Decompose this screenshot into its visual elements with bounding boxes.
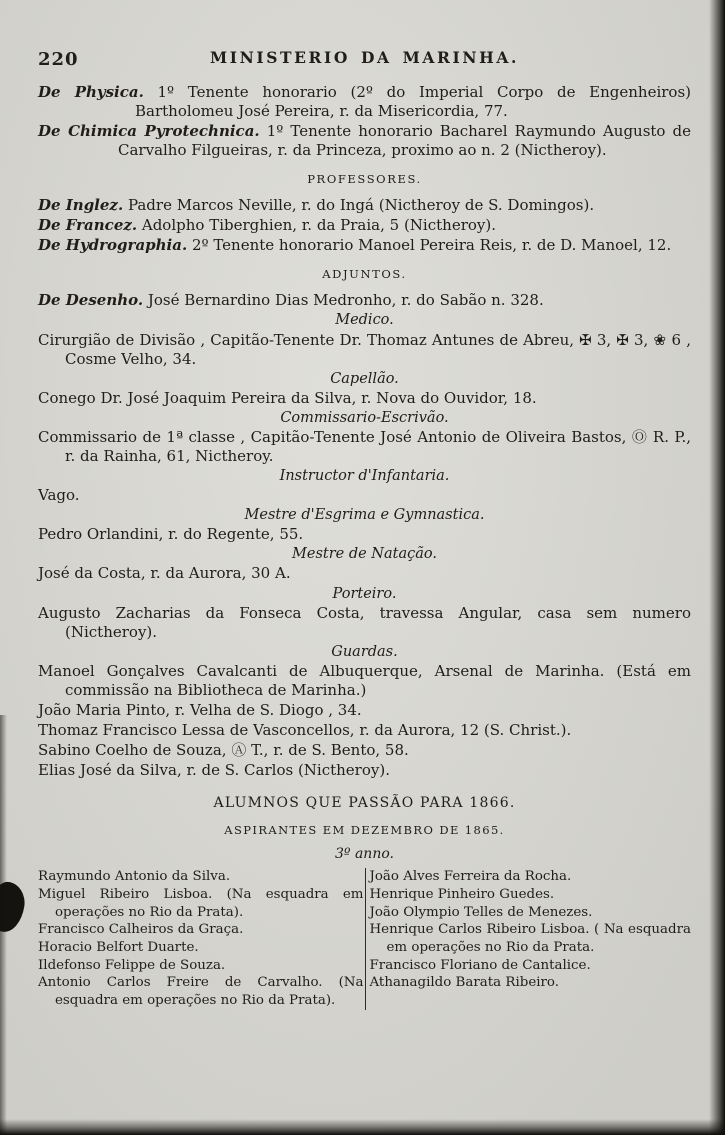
list-item: Henrique Carlos Ribeiro Lisboa. ( Na esquadra em operações no Rio da Prata. xyxy=(369,922,691,955)
entry-lead: De Chimica Pyrotechnica. xyxy=(38,122,260,141)
entry-hydrographia xyxy=(38,236,691,255)
list-item: Miguel Ribeiro Lisboa. (Na esquadra em operações no Rio da Prata). xyxy=(38,886,364,920)
list-item: Antonio Carlos Freire de Carvalho. (Na esquadra em operações no Rio da Prata). xyxy=(38,975,364,1008)
role-title-capellao: Capellão. xyxy=(330,370,399,387)
scan-edge-right xyxy=(709,0,725,1135)
alumnos-year: 3º anno. xyxy=(335,846,394,863)
scan-edge-left xyxy=(0,715,7,1135)
page-number: 220 xyxy=(38,49,79,70)
list-item: Horacio Belfort Duarte. xyxy=(38,939,199,955)
entry-chimica xyxy=(38,122,691,160)
alumnos-title: ALUMNOS QUE PASSÃO PARA 1866. xyxy=(213,795,516,812)
list-item: João Olympio Telles de Menezes. xyxy=(369,904,593,920)
role-entry-commissario: Commissario de 1ª classe , Capitão-Tenente José Antonio de Oliveira Bastos, Ⓞ R. P., r. da Rainha, 61, Nictheroy. xyxy=(38,427,691,465)
page-header xyxy=(38,48,691,70)
alumnos-column-left xyxy=(38,868,365,1010)
alumnos-subtitle: ASPIRANTES EM DEZEMBRO DE 1865. xyxy=(224,823,505,838)
entry-text: José Bernardino Dias Medronho, r. do Sabão n. 328. xyxy=(143,291,544,310)
role-title-instructor: Instructor d'Infantaria. xyxy=(279,467,450,484)
list-item: João Alves Ferreira da Rocha. xyxy=(369,869,572,885)
role-title-natacao: Mestre de Natação. xyxy=(292,546,437,563)
alumnos-column-right xyxy=(365,868,692,1010)
role-entry-guarda: Manoel Gonçalves Cavalcanti de Albuquerque, Arsenal de Marinha. (Está em commissão na Bibliotheca de Marinha.) xyxy=(38,661,691,699)
list-item: Athanagildo Barata Ribeiro. xyxy=(369,975,560,991)
list-item: Francisco Floriano de Cantalice. xyxy=(369,957,591,973)
entry-text: Padre Marcos Neville, r. do Ingá (Nictheroy de S. Domingos). xyxy=(123,196,595,215)
role-title-esgrima: Mestre d'Esgrima e Gymnastica. xyxy=(244,507,485,524)
entry-text: Adolpho Tiberghien, r. da Praia, 5 (Nictheroy). xyxy=(137,216,496,235)
role-entry-instructor: Vago. xyxy=(38,486,80,505)
entry-francez xyxy=(38,216,691,235)
role-entry-capellao: Conego Dr. José Joaquim Pereira da Silva, r. Nova do Ouvidor, 18. xyxy=(38,388,537,407)
role-entry-guarda: Elias José da Silva, r. de S. Carlos (Nictheroy). xyxy=(38,761,390,780)
list-item: Ildefonso Felippe de Souza. xyxy=(38,957,226,973)
entry-lead: De Physica. xyxy=(38,83,144,101)
scan-edge-bottom xyxy=(0,1119,725,1135)
role-title-porteiro: Porteiro. xyxy=(332,585,397,602)
alumnos-columns xyxy=(38,868,691,1010)
role-entry-guarda: Sabino Coelho de Souza, Ⓐ T., r. de S. Bento, 58. xyxy=(38,741,409,760)
role-entry-medico: Cirurgião de Divisão , Capitão-Tenente Dr. Thomaz Antunes de Abreu, ✠ 3, ✠ 3, ❀ 6 , Cosme Velho, 34. xyxy=(38,330,691,368)
entry-text: 2º Tenente honorario Manoel Pereira Reis, r. de D. Manoel, 12. xyxy=(187,236,672,255)
role-entry-guarda: João Maria Pinto, r. Velha de S. Diogo , 34. xyxy=(38,700,362,719)
entry-text: 1º Tenente honorario (2º do Imperial Corpo de Engenheiros) Bartholomeu José Pereira, r. da Misericordia, 77. xyxy=(135,83,691,121)
entry-lead: De Hydrographia. xyxy=(38,236,188,255)
role-entry-natacao: José da Costa, r. da Aurora, 30 A. xyxy=(38,564,291,583)
list-item: Raymundo Antonio da Silva. xyxy=(38,869,231,885)
role-entry-porteiro: Augusto Zacharias da Fonseca Costa, travessa Angular, casa sem numero (Nictheroy). xyxy=(38,603,691,641)
entry-lead: De Francez. xyxy=(38,216,138,235)
entry-physica xyxy=(38,83,691,121)
role-entry-esgrima: Pedro Orlandini, r. do Regente, 55. xyxy=(38,525,304,544)
role-title-guardas: Guardas. xyxy=(331,643,398,660)
entry-desenho xyxy=(38,291,691,310)
section-heading-adjuntos: ADJUNTOS. xyxy=(322,267,407,282)
role-title-medico: Medico. xyxy=(335,312,394,329)
page-title: MINISTERIO DA MARINHA. xyxy=(209,48,519,67)
entry-inglez xyxy=(38,196,691,215)
list-item: Henrique Pinheiro Guedes. xyxy=(369,886,555,902)
role-title-commissario: Commissario-Escrivão. xyxy=(280,409,449,426)
entry-lead: De Inglez. xyxy=(38,196,124,215)
entry-lead: De Desenho. xyxy=(38,291,144,310)
entry-text: 1º Tenente honorario Bacharel Raymundo Augusto de Carvalho Filgueiras, r. da Princeza, proximo ao n. 2 (Nictheroy). xyxy=(118,122,691,160)
role-entry-guarda: Thomaz Francisco Lessa de Vasconcellos, r. da Aurora, 12 (S. Christ.). xyxy=(38,720,572,739)
section-heading-professores: PROFESSORES. xyxy=(307,172,422,187)
list-item: Francisco Calheiros da Graça. xyxy=(38,922,244,938)
